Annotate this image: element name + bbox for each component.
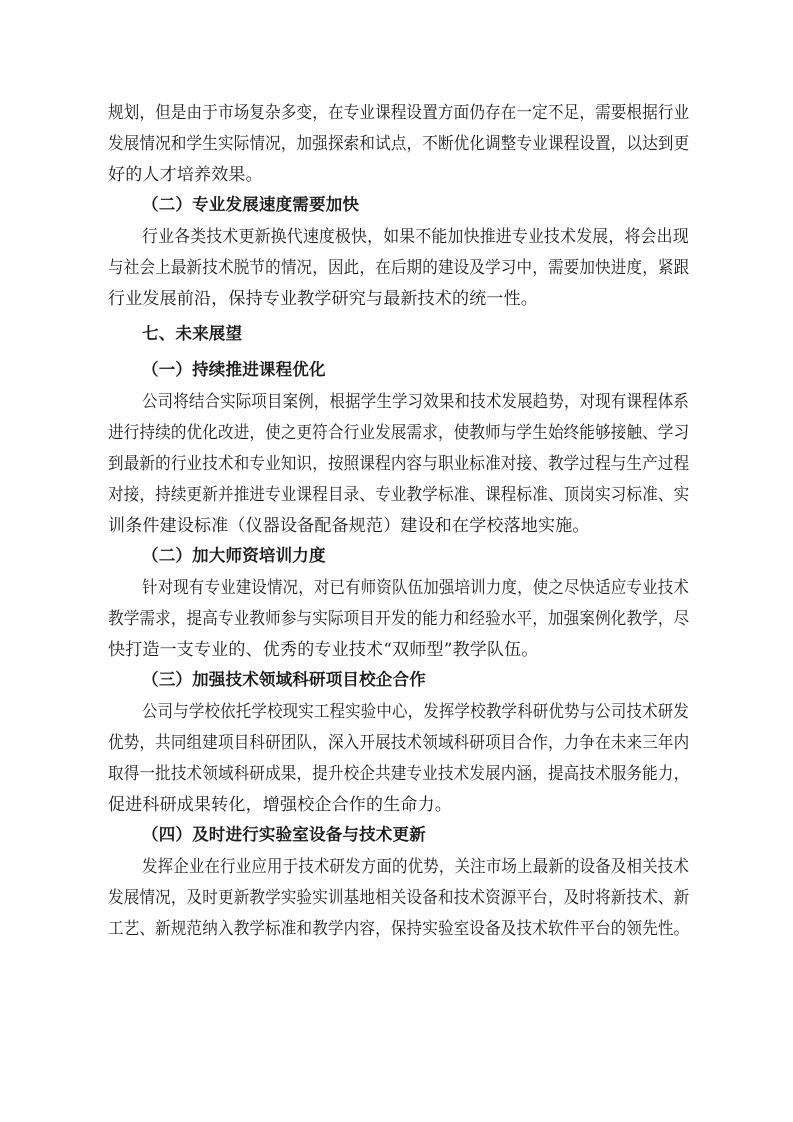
body-text-line: 工艺、新规范纳入教学标准和教学内容，保持实验室设备及技术软件平台的领先性。 [108,919,690,939]
body-text-line: 优势，共同组建项目科研团队，深入开展技术领域科研项目合作，力争在未来三年内 [108,733,690,753]
body-text-line: 发展情况，及时更新教学实验实训基地相关设备和技术资源平台，及时将新技术、新 [108,888,690,908]
body-text-line: 发展情况和学生实际情况，加强探索和试点，不断优化调整专业课程设置，以达到更 [108,134,690,154]
body-text-line: 行业各类技术更新换代速度极快，如果不能加快推进专业技术发展，将会出现 [142,227,689,247]
body-text-line: 公司将结合实际项目案例，根据学生学习效果和技术发展趋势，对现有课程体系 [142,392,689,412]
subsection-heading: （一）持续推进课程优化 [142,360,326,379]
body-text-line: 行业发展前沿，保持专业教学研究与最新技术的统一性。 [108,289,538,309]
body-text-line: 促进科研成果转化，增强校企合作的生命力。 [108,795,452,815]
body-text-line: 公司与学校依托学校现实工程实验中心，发挥学校教学科研优势与公司技术研发 [142,702,689,722]
section-heading: 七、未来展望 [142,324,243,343]
body-text-line: 训条件建设标准（仪器设备配备规范）建设和在学校落地实施。 [108,516,590,536]
body-text-line: 进行持续的优化改进，使之更符合行业发展需求，使教师与学生始终能够接触、学习 [108,423,690,443]
body-text-line: 与社会上最新技术脱节的情况，因此，在后期的建设及学习中，需要加快进度，紧跟 [108,258,690,278]
subsection-heading: （二）加大师资培训力度 [142,546,326,565]
body-text-line: 对接，持续更新并推进专业课程目录、专业教学标准、课程标准、顶岗实习标准、实 [108,485,690,505]
body-text-line: 取得一批技术领域科研成果，提升校企共建专业技术发展内涵，提高技术服务能力， [108,764,690,784]
body-text-line: 好的人才培养效果。 [108,165,263,185]
subsection-heading: （二）专业发展速度需要加快 [142,195,360,214]
body-text-line: 发挥企业在行业应用于技术研发方面的优势，关注市场上最新的设备及相关技术 [142,857,689,877]
subsection-heading: （四）及时进行实验室设备与技术更新 [142,825,426,844]
body-text-line: 教学需求，提高专业教师参与实际项目开发的能力和经验水平，加强案例化教学，尽 [108,609,690,629]
body-text-line: 针对现有专业建设情况，对已有师资队伍加强培训力度，使之尽快适应专业技术 [142,578,689,598]
body-text-line: 快打造一支专业的、优秀的专业技术“双师型”教学队伍。 [108,640,539,660]
body-text-line: 规划，但是由于市场复杂多变，在专业课程设置方面仍存在一定不足，需要根据行业 [108,103,690,123]
body-text-line: 到最新的行业技术和专业知识，按照课程内容与职业标准对接、教学过程与生产过程 [108,454,690,474]
subsection-heading: （三）加强技术领域科研项目校企合作 [142,670,426,689]
